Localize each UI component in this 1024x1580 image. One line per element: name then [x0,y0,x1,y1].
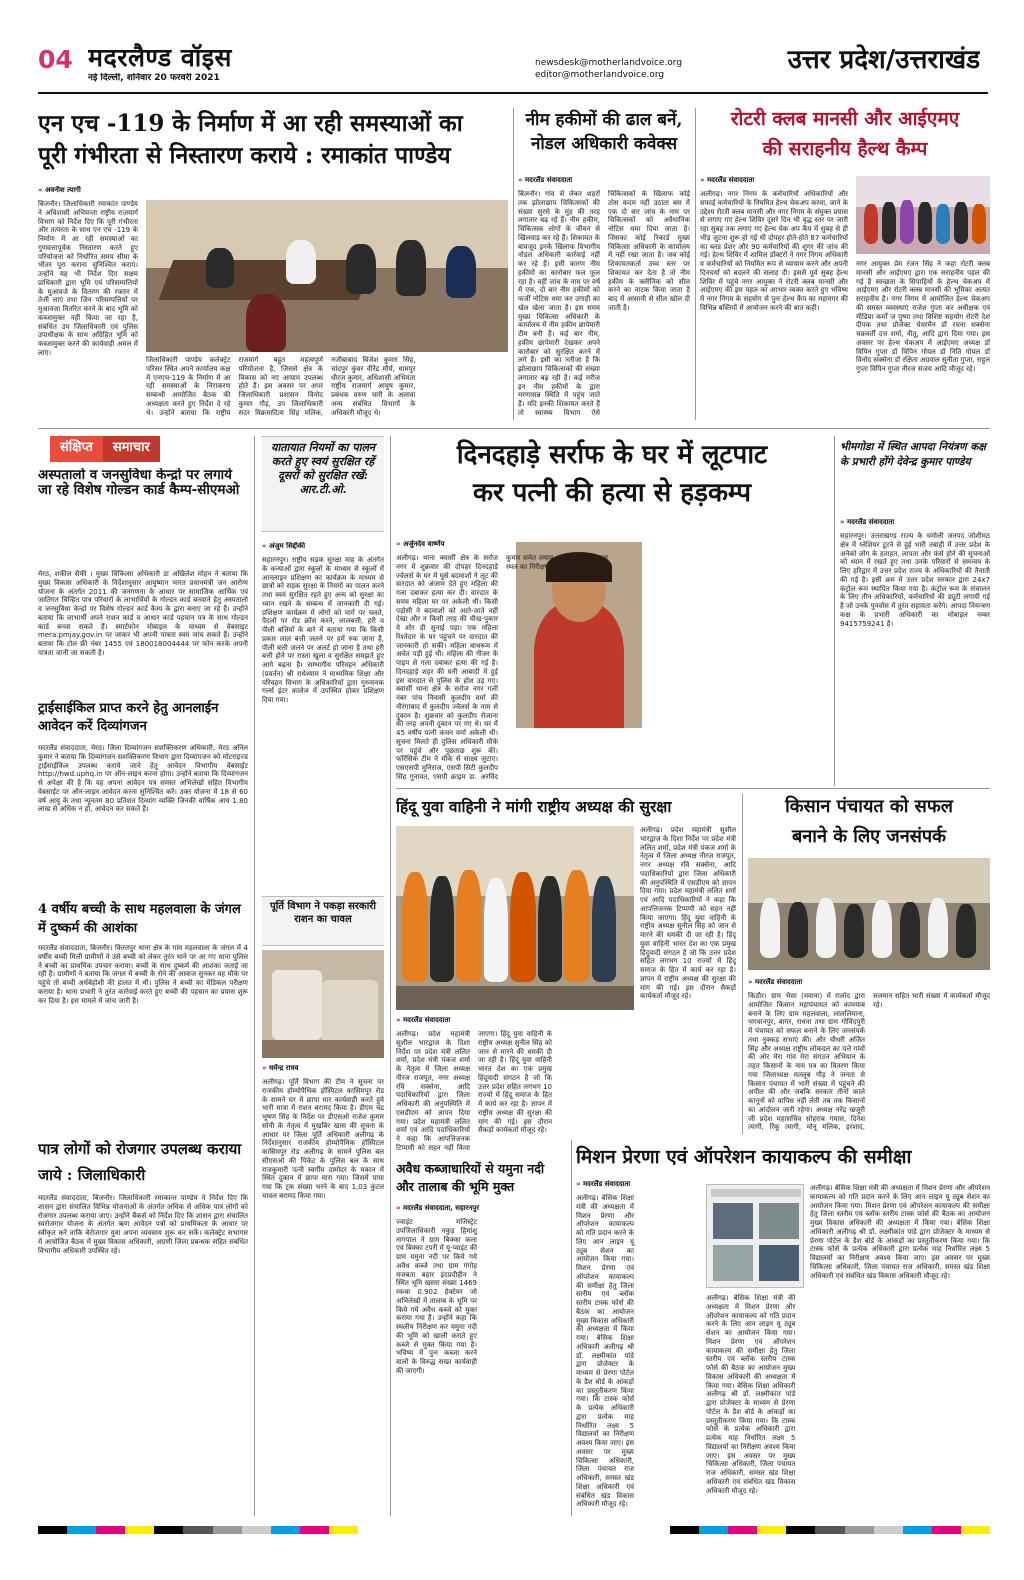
brief-4-body: मदरलैंड संवाददाता, बिजनौर। जिलाधिकारी रमाकान्त पाण्डेय ने निर्देश दिए कि शासन द्वारा संचालित विभिन्न योजनाओं के अंतर्गत अधिक से अधिक पात्र लोगों को रोजगार उपलब्ध कराया जाए। उन्होंने बैंकर्स को निर्देश दिए कि शासन द्वारा संचालित स्वरोजगार योजना के अंतर्गत ऋण आवेदन पत्रों को प्राथमिकता के आधार पर स्वीकृत करें ताकि बेरोजगार युवा अपना व्यवसाय शुरू कर सकें। कलेक्ट्रेट सभागार में आयोजित बैठक में मुख्य विकास अधिकारी, अग्रणी जिला प्रबन्धक सहित संबंधित विभागीय अधिकारी उपस्थित रहे। [38,1194,248,1255]
brief-4-headline: पात्र लोगों को रोजगार उपलब्ध कराया जाये : जिलाधिकारी [38,1140,242,1184]
ration-byline: » धर्मेन्द्र राघव [262,1064,299,1072]
ration-headline: पूर्ति विभाग ने पकड़ा सरकारी राशन का चावल [262,896,384,946]
kisan-meeting-photo [748,858,990,970]
yamuna-headline: अवैध कब्जाधारियों से यमुना नदी और तालाब की भूमि मुक्त [396,1161,545,1194]
brief-news-tag: संक्षिप्त समाचार [50,436,250,462]
robbery-body: अलीगढ़। थाना क्वार्सी क्षेत्र के सरोज नगर में शुक्रवार की दोपहर दिनदहाड़े ज्वेलर्स के घर में घुसे बदमाशों ने लूट की वारदात को अंजाम देते हुए महिला की गला दबाकर हत्या कर दी। वारदात के समय महिला घर पर अकेली थी। किसी पड़ोसी ने बदमाशों को आते-जाते नहीं देखा और न किसी तरह की चीख-पुकार ये शोर ही सुनाई पड़ा। एक महिला रिश्तेदार के घर पहुंचने पर वारदात की जानकारी हो सकी। महिला बाथरूम में अचेत पड़ी हुई थी। महिला की गीजर के पाइप से गला दबाकर हत्या की गई है। दिनदहाड़े शहर की घनी आबादी में हुई इस वारदात से पुलिस के होश उड़ गए। क्वार्सी थाना क्षेत्र के सरोज नगर गली नंबर पांच निवासी कुलदीप वर्मा की नौरंगाबाद में कुलदीप ज्वेलर्स के नाम से दुकान है। शुक्रवार को कुलदीप रोजाना की तरह अपनी दुकान पर गए थे। घर में 45 वर्षीय पत्नी कंचन वर्मा अकेली थी। सूचना मिलते ही पुलिस अधिकारी मौके पर पहुंचे और पूछताछ शुरू की। फॉरेंसिक टीम ने मौके से साक्ष्य जुटाए। एसएसपी मुनिराज, एसपी सिटी कुलदीप सिंह गुनावत, एसपी क्राइम डा. अरविंद कुमार समेत तमाम अधिकारियों ने घटना स्थल का निरीक्षण किया। [396,554,608,781]
mission-body-left: अलीगढ़। बेसिक शिक्षा मंत्री की अध्यक्षता में मिशन प्रेरणा और ऑपरेशन कायाकल्प को गति प्रदान करने के लिए आन लाइन यू ट्यूब सेशन का आयोजन किया गया। मिशन प्रेरणा एवं ऑपरेशन कायाकल्प की समीक्षा हेतु जिला स्तरीय एवं ब्लॉक स्तरीय टास्क फोर्स की बैठक का आयोजन मुख्य विकास अधिकारी की अध्यक्षता में किया गया। बेसिक शिक्षा अधिकारी अलीगढ़ श्री डॉ. लक्ष्मीकांत पांडे द्वारा प्रोजेक्टर के माध्यम से प्रेरणा पोर्टल के डैश बोर्ड के आंकड़ों का प्रस्तुतीकरण किया गया। कि टास्क फोर्स के प्रत्येक अधिकारी द्वारा प्रत्येक माह निर्धारित लक्ष्य 5 विद्यालयों का निरीक्षण अवश्य किया जाए। इस अवसर पर मुख्य चिकित्सा अधिकारी, जिला पंचायत राज अधिकारी, समस्त खंड शिक्षा अधिकारी एवं संबंधित खंड विकास अधिकारी मौजूद रहे। [576,1194,634,1509]
brief-2-body: मदरलैंड संवाददाता, मेरठ। जिला दिव्यांगजन सशक्तिकरण अधिकारी, मेरठ अनिल कुमार ने बताया कि दिव्यांगजन सशक्तिकरण विभाग द्वारा दिव्यांगजन को मोटराइज्ड ट्राईसाईकिल उपलब्ध कराये जाने हेतु आवेदन विभागीय वेबसाईट http://hwd.uphq.in पर ऑन-लाइन करना होगा। उन्होंने बताया कि दिव्यांगजन से अपेक्षा की है कि वह अपना आवेदन पत्र समस्त अभिलेखों सहित विभागीय वेबसाईट पर ऑन-लाइन आवेदन करना सुनिश्चित करें। उक्त योजना में 18 से 60 वर्ष आयु के तथा न्यूनतम 80 प्रतिशत दिव्यांग व्यक्ति जिनकी वार्षिक आय 1.80 लाख से अधिक न हो, आवेदन कर सकते हैं। [38,744,248,814]
hindu-body-side: अलीगढ़। प्रदेश महामंत्री सुशील भारद्वाज के दिशा निर्देश पर प्रदेश मंत्री ललित शर्मा, प्रदेश मंत्री पंकज शर्मा के नेतृत्व में जिला अध्यक्ष नीरज राजपूत, नगर अध्यक्ष रवि सक्सेना, आदि पदाधिकारियों द्वारा जिला अधिकारी की अनुपस्थिति में एसडीएम को ज्ञापन दिया गया। प्रदेश महामंत्री ललित शर्मा एवं आदि पदाधिकारियों ने कहा कि आपत्तिजनक टिप्पणी को सहन नहीं किया जाएगा। हिंदू युवा वाहिनी के राष्ट्रीय अध्यक्ष सुनील सिंह को जान से मारने की धमकी दी जा रही है। हिंदू युवा वाहिनी भारत देश का एक प्रमुख हिंदूवादी संगठन है जो कि उत्तर प्रदेश सहित लगभग 10 राज्यों में हिंदू समाज के हित में कार्य कर रहा है। ज्ञापन में राष्ट्रीय अध्यक्ष की सुरक्षा की मांग की गई। इस दौरान सैकड़ों कार्यकर्ता मौजूद रहे। [640,826,736,1001]
color-swatch [242,1526,271,1534]
color-swatch [67,1526,96,1534]
email-editor: editor@motherlandvoice.org [535,69,665,80]
divider [695,108,696,420]
yamuna-byline: » मदरलैंड संवाददाता, सहारनपुर [396,1204,480,1212]
color-swatch [96,1526,125,1534]
mission-body-top: अलीगढ़। बेसिक शिक्षा मंत्री की अध्यक्षता में मिशन प्रेरणा और ऑपरेशन कायाकल्प को गति प्रदान करने के लिए आन लाइन यू ट्यूब सेशन का आयोजन किया गया। मिशन प्रेरणा एवं ऑपरेशन कायाकल्प की समीक्षा हेतु जिला स्तरीय एवं ब्लॉक स्तरीय टास्क फोर्स की बैठक का आयोजन मुख्य विकास अधिकारी की अध्यक्षता में किया गया। बेसिक शिक्षा अधिकारी अलीगढ़ श्री डॉ. लक्ष्मीकांत पांडे द्वारा प्रोजेक्टर के माध्यम से प्रेरणा पोर्टल के डैश बोर्ड के आंकड़ों का प्रस्तुतीकरण किया गया। कि टास्क फोर्स के प्रत्येक अधिकारी द्वारा प्रत्येक माह निर्धारित लक्ष्य 5 विद्यालयों का निरीक्षण अवश्य किया जाए। इस अवसर पर मुख्य चिकित्सा अधिकारी, जिला पंचायत राज अधिकारी, समस्त खंड शिक्षा अधिकारी एवं संबंधित खंड विकास अधिकारी मौजूद रहे। [810,1184,990,1280]
color-swatch [300,1526,329,1534]
divider [254,436,255,1516]
traffic-body: सहारनपुर। राष्ट्रीय सड़क सुरक्षा माह के अंतर्गत के कन्याओं द्वारा स्कूलों के माध्यम से स्कूलों में आनलाइन प्रशिक्षण का कार्यक्रम के माध्यम से छात्रों को सड़क सुरक्षा के नियमों का पालन करने तथा स्वयं सुरक्षित रहते हुए अन्य को सुरक्षा का ध्यान रखने के सम्बन्ध में जानकारी दी गई। प्रशिक्षण कार्यक्रम में लोगों को मार्ग पर चलते, पैदलों पर रोड क्रॉस करने, लालबत्ती, हरी व पीली बत्तियों के बारे में बताया गया कि किसी प्रकार लाल बत्ती जलने पर हमें रुक जाना है, पीली बत्ती जलने पर अलर्ट हो जाना है तथा हरी बत्ती होने पर रास्ता खुला व सुरक्षित समझते हुए आगे बढ़ना है। सम्भागीय परिवहन अधिकारी (प्रवर्तन) श्री राधेश्याम ने माध्यमिक शिक्षा और परिवहन विभाग के अधिकारियों द्वारा गुरुनानक गर्ल्स इंटर कालेज में उपस्थित होकर प्रशिक्षण दिया गया। [262,556,384,704]
bhimgoda-body: सहारनपुर। उत्तराखण्ड राज्य के चमोली जनपद जोशीमठ क्षेत्र में ग्लेशियर टूटने से हुई भारी तबाही में उत्तर प्रदेश के अनेको लोग के हताहत, लापता और फंसे होने की सूचनाओं को ध्यान में रखते हुए तथा उनके परिवारों से समन्वय के लिए हरिद्वार में उत्तर प्रदेश राज्य के अधिकारियों की तैनाती की गई है। इसी क्रम में उत्तर प्रदेश सरकार द्वारा 24x7 कंट्रोल रूम स्थापित किया गया है। कंट्रोल रूम के संचालन के लिए तीन अधिकारियों, कर्मचारियों की ड्यूटी लगायी गई है जो उनके पुनर्वास में तुरंत सहायता करेंगे। आपदा नियन्त्रण कक्ष के प्रभारी अधिकारी का मोबाइल नम्बर 9415759241 है। [840,532,990,628]
bhimgoda-headline: भीमगोडा में स्थित आपदा नियंत्रण कक्ष के प्रभारी होंगे देवेन्द्र कुमार पाण्डेय [840,441,986,468]
email-newsdesk: newsdesk@motherlandvoice.org [535,58,683,68]
brief-1-headline: अस्पतालो व जनसुविधा केन्द्रो पर लगाये जा रहे विशेष गोल्डन कार्ड कैम्प-सीएमओ [38,468,240,498]
yamuna-body: ज्वाइंट मजिस्ट्रेट उपजिलाधिकारी नकुड़ हिमांशु नागपाल ने ग्राम बिक्का कला एवं बिक्का टपरी में यू-प्वाइंट की ग्राम यमुना नदी पर किये गये अवैध कब्जे तथा ग्राम गंगोह मजबता बहार इंदप्रदीहीन ने स्थित भूमि खसरा संख्या 1469 रकबा 0.902 हेक्टेयर जो अभिलेखों में तालाब के भूमि पर किये गये अवैध कब्जे को मुक्त कराया गया है। उन्होंने कहा कि स्थलीय निरीक्षण कर यमुना नदी की भूमि को खाली कराते हुए कब्जे से मुक्त किया गया है। भविष्य में पुनः कब्जा करने वालों के विरुद्ध सख्त कार्यवाही की जाएगी। [396,1218,477,1375]
divider [390,436,391,1516]
lead-body-col1: बिजनौर। जिलाधिकारी रमाकांत पाण्डेय ने अधिशासी अभियन्ता राष्ट्रीय राजमार्ग विभाग को निर्देश दिए कि पूरी गंभीरता और तत्परता के साथ एन एच -119 के निर्माण में आ रही समस्याओं का गुणवत्तापूर्वक निस्तारण करते हुए परियोजना को निर्धारित समय सीमा के भीतर पूरा कराना सुनिश्चित कराएं। उन्होंने यह भी निर्देश दिए सक्षम प्राधिकारी द्वारा भूमि एवं परिसम्पत्तियों के मुआवजे के वितरण की रफ्तार में तेजी लाएं तथा जिन परिसम्पत्तियों पर मुआवजा वितरित करने के बाद भूमि को कब्जामुक्त नहीं किया जा रहा है, संबंधित उप जिलाधिकारी एवं पुलिस उपाधीक्षक के साथ अग्रिहित भूमि को कब्जामुक्त करने की कार्यवाही अमल में लाएं। [38,200,138,357]
traffic-headline: यातायात नियमों का पालन करते हुए स्वयं सुरक्षित रहें दूसरों को सुरक्षित रखें: आर.टी.ओ. [262,436,384,532]
rotary-group-photo [856,176,990,254]
color-swatch [183,1526,212,1534]
lead-byline: » अवनीश त्यागी [38,186,81,194]
rotary-byline: » मदरलैंड संवाददाता [700,176,755,184]
neem-body: बिजनौर। गांव से लेकर शहरों तक झोलाछाप चिकित्सकों की संख्या सुरसे के मुंह की तरह लगातार बढ़ रहे हैं। नीम हकीम, चिकित्सक लोगों के जीवन से खिलवाड़ कर रहे हैं। शिकायत के बावजूद इनके खिलाफ विभागीय नोडल अधिकारी कार्रवाई नहीं कर रहे हैं। इसी कारण नीम हकीमों का कारोबार फल फूल रहा है। वहीं जांच के नाम पर वर्ष में एक, दो बार नीम हकीमों को फर्जी नोटिस थमा कर उगाही का खेल खेला जाता है। इस समय मुख्य चिकित्सा अधिकारी के कार्यालय में नीम हकीम छापेमारी टीम बनी है। कई बार नीम, हकीम छापेमारी देखकर अपने कारोबार को सुरक्षित करने में लगे हैं। इसी का नतीजा है कि झोलाछाप चिकित्सकों की संख्या लगातार बढ़ रही है। कई मरीज इन नीम हकीमों के द्वारा मरणासन्न स्थिति में पहुंच जाते हैं। यदि इनकी शिकायत करते हैं तो स्वास्थ्य विभाग ऐसे चिकित्सकों के खिलाफ कोई ठोस कदम नहीं उठाता बस में एक दो बार जांच के नाम पर चिकित्सकों को अवैधानिक नोटिस थमा दिया जाता है। जिसका कोई रिकार्ड मुख्य चिकित्सा अधिकारी के कार्यालय में नहीं रखा जाता है। जब कोई शिकायतकर्ता उच्च स्तर पर शिकायत कर देता है तो नीम हकीम के क्लीनिक को सील करने का नाटक किया जाता है बाद में आसानी से सील खोल दी जाती है। [518,190,690,417]
hindu-headline: हिंदू युवा वाहिनी ने मांगी राष्ट्रीय अध्यक्ष की सुरक्षा [396,797,672,816]
newspaper-brand: मदरलैण्ड वॉइस [88,43,232,72]
mission-screen-photo [706,1184,804,1288]
hindu-protest-photo [396,826,634,1010]
color-swatch [125,1526,154,1534]
color-swatch [728,1526,757,1534]
color-swatch [815,1526,844,1534]
print-color-bar-right [670,1526,990,1534]
color-swatch [271,1526,300,1534]
divider [571,1140,572,1516]
brief-3-body: मदरलैंड संवाददाता, बिजनौर। किरतपुर थाना क्षेत्र के गांव महलवाला के जंगल में 4 वर्षीय बच्ची मिली ग्रामीणों ने उसे बच्ची को लेकर तुरंत थाने पर आ गए थाना पुलिस ने बच्ची का प्राथमिक उपचार कराया। बच्ची के साथ दुष्कर्म की आशंका जताई जा रही है। ग्रामीणों ने बताया कि जंगल में बच्ची के रोने की आवाज सुनकर वह मौके पर पहुंचे तो बच्ची अर्धबेहोशी की हालत में थी। पुलिस ने बच्ची का मेडिकल परीक्षण कराया है। थाना प्रभारी ने तुरंत कार्रवाई करते हुए बच्ची की पहचान का प्रयास शुरू कर दिया है। इस मामले में जांच जारी है। [38,944,248,1005]
brief-3-headline: 4 वर्षीय बच्ची के साथ महलवाला के जंगल में दुष्कर्म की आशंका [38,902,241,936]
mission-headline: मिशन प्रेरणा एवं ऑपरेशन कायाकल्प की समीक्षा [576,1146,912,1168]
header-rule [38,92,988,94]
color-swatch [903,1526,932,1534]
color-swatch [845,1526,874,1534]
color-swatch [154,1526,183,1534]
color-swatch [932,1526,961,1534]
color-swatch [213,1526,242,1534]
mission-byline: » मदरलैंड संवाददाता [576,1180,631,1188]
dateline: नई दिल्ली, शनिवार 20 फरवरी 2021 [88,73,220,83]
neem-headline: नीम हकीमों की ढाल बनें, नोडल अधिकारी कवेक्स [525,110,683,154]
color-swatch [38,1526,67,1534]
divider [38,428,990,429]
ration-body: अलीगढ़। पूर्ति विभाग की टीम ने सूचना पर राजकीय होम्योपैथिक हॉस्पिटल कासिमपुर रोड के सामने घर में छापा मार कार्यवाही करते हुये भारी मात्रा में राशन बरामद किया है। डीएम चंद्र भूषण सिंह के निर्देश पर डीएसओ राजेश कुमार सोनी के नेतृत्व में मुखबिर खास की सूचना के आधार पर जिला पूर्ति अधिकारी अलीगढ़ के निर्देशानुसार राजकीय होम्योपैथिक हॉस्पिटल कासिमपुर रोड अलीगढ़ के सामने पुलिस बल सीएसओ की पिकेट के पुलिस बल के साथ राजकुमारी पत्नी स्वर्गीय दामोदर के मकान में स्थित दुकान में छापा मारा गया। जिसमें पाया गया कि ट्रक संख्या भरने के बाद 1,03 कुंटल चावल बरामद किया गया। [262,1078,384,1200]
rotary-body-col2: नगर आयुक्त प्रेम रंजन सिंह ने कहा रोटरी क्लब मानसी और आईएमए द्वारा एक सराहनीय पहल की गई है स्वच्छता के सिपाहियों के हेल्थ चेकअप में आईएमए और रोटरी क्लब मानसी की भूमिका अत्यंत सराहनीय है। नगर निगम में आयोजित हेल्थ चेकअप की समस्त व्यवस्थाएं राजेश गुप्ता कर अधीक्षक एवं मीडिया कर्मों ज पुष्पा तथा विशिष्ट सहयोग रोटरी देश दीपक तथा प्रोजेक्ट चेयरमैन डॉ रचना सक्सेना चक्रवर्ती दत्त शर्मा, नीतू, आदि द्वारा दिया गया। इस अवसर पर हेल्थ चेकअप में आईएमए अध्यक्ष डॉ विपिन गुप्ता डॉ विपिन गोयल डॉ निति गोयल डॉ विनोद सक्सेना डॉ रक्षिता अग्रवाल सुनीता गुप्ता, राहुल गुप्ता विपिन गुप्ता नीरज संजय आदि मौजूद रहे। [856,260,990,373]
neem-byline: » मदरलैंड संवाददाता [518,176,573,184]
divider [742,794,743,1134]
divider [834,436,835,786]
brief-2-headline: ट्राईसाईकिल प्राप्त करने हेतु आनलाईन आवेदन करें दिव्यांगजन [38,701,219,734]
print-color-bar-left [38,1526,358,1534]
hindu-byline: » मदरलैंड संवाददाता [396,1016,451,1024]
color-swatch [786,1526,815,1534]
lead-headline: एन एच -119 के निर्माण में आ रही समस्याओं का पूरी गंभीरता से निस्तारण कराये : रमाकांत पाण्डेय [38,110,463,169]
brief-1-body: मेरठ, शकील सैफी । मुख्य चिकित्सा अधिकारी डा अखिलेश मोहन ने बताया कि मुख्य विकास अधिकारी के निर्देशानुसार आयुष्मान भारत प्रधानमंत्री जन आरोग्य योजना के अंतर्गत 2011 की जनगणना के आधार पर सामाजिक आर्थिक एवं जातिगत चिन्हित पात्र परिवारों के लाभार्थियों के गोल्डन कार्ड बनवाने हेतु अस्पतालो व जनसुविधा केन्द्रो पर विशेष गोल्डन कार्ड कैम्प के द्वारा बनाए जा रहे हैं। उन्होंने बताया कि लाभार्थी अपने राशन कार्ड व आधार कार्ड पहचान पत्र के साथ गोल्डन कार्ड बनवा सकते हैं। स्मार्टफोन मोबाइल के माध्यम से वेबसाइट mera.pmjay.gov.in पर जाकर भी अपनी पात्रता स्वयं जांच सकते हैं। उन्होंने बताया कि टोल फ्री नंबर 1455 एवं 180018004444 पर फोन करके अपनी पात्रता जानी जा सकती है। [38,570,248,657]
rotary-body-col1: अलीगढ़। नगर निगम के कर्मचारियों अधिकारियों और सफाई कर्मचारियों के नियमित हेल्थ चेकअप करवा, जाने के उद्देश्य रोटरी क्लब मानसी और नगर निगम के संयुक्त प्रयास से लगाए गए हेल्थ शिविर दूसरे दिन भी वृद्ध स्तर पर जारी रहा सुबह तक लगाए गए हेल्थ चेक अप कैंप में सुबह से ही भीड़ जुटना शुरू हो गई थी दोपहर होते-होते 87 कर्मचारियों का ब्लड प्रेशर और 90 कर्मचारियों की शुगर की जांच की गई। हेल्थ शिविर में शामिल डॉक्टरों ने नगर निगम अधिकारी व कर्मचारियों को नियमित रूप से व्यायाम करने और अपनी दिनचर्या को बदलने की सलाह दी। इससे पूर्व सुबह हेल्थ शिविर में पहुंचे नगर आयुक्त ने रोटरी क्लब मानसी और आईएमए की इस पहल का आभार व्यक्त करते हुए भविष्य में नगर निगम के सहयोग से पुनः हेल्थ कैंप का महानगर की विभिन्न बस्तियों में आयोजन करने की बात कही। [700,190,848,312]
bhimgoda-byline: » मदरलैंड संवाददाता [840,518,895,526]
divider [513,108,514,420]
page-number: 04 [38,45,73,74]
lead-body-cols: जिलाधिकारी पाण्डेय कलेक्ट्रेट परिसर स्थित अपने कार्यालय कक्ष में एनएच-119 के निर्माण में आ रही समस्याओं के निराकरण सम्बन्धी आयोजित बैठक की अध्यक्षता करते हुए निर्देश दे रहे थे। उन्होंने बताया कि राष्ट्रीय राजमार्ग बहुत महत्वपूर्ण परियोजना है, जिससे क्षेत्र के विकास को नए आयाम उपलब्ध होते हैं। इस अवसर पर अपर जिलाधिकारी प्रशासन विनोद कुमार गौड़, उप जिलाधिकारी सदर विक्रमादित्य सिंह मलिक, नजीबाबाद बिजेश कुमार सिंह, चांदपुर कुंवर वीरेंद्र मौर्य, धामपुर धीरज कुमार, अधिशासी अभियंता राष्ट्रीय राजमार्ग आयुष कुमार, प्रबंधक वरुण चारी के अलावा अन्य संबंधित विभागों के अधिकारी मौजूद थे। [146,356,416,417]
color-swatch [670,1526,699,1534]
ration-photo [262,950,384,1058]
divider [396,788,990,789]
color-swatch [961,1526,990,1534]
contact-emails [535,58,715,84]
hindu-body-lower: अलीगढ़। प्रदेश महामंत्री सुशील भारद्वाज के दिशा निर्देश पर प्रदेश मंत्री ललित शर्मा, प्रदेश मंत्री पंकज शर्मा के नेतृत्व में जिला अध्यक्ष नीरज राजपूत, नगर अध्यक्ष रवि सक्सेना, आदि पदाधिकारियों द्वारा जिला अधिकारी की अनुपस्थिति में एसडीएम को ज्ञापन दिया गया। प्रदेश महामंत्री ललित शर्मा एवं आदि पदाधिकारियों ने कहा कि आपत्तिजनक टिप्पणी को सहन नहीं किया जाएगा। हिंदू युवा वाहिनी के राष्ट्रीय अध्यक्ष सुनील सिंह को जान से मारने की धमकी दी जा रही है। हिंदू युवा वाहिनी भारत देश का एक प्रमुख हिंदूवादी संगठन है जो कि उत्तर प्रदेश सहित लगभग 10 राज्यों में हिंदू समाज के हित में कार्य कर रहा है। ज्ञापन में राष्ट्रीय अध्यक्ष की सुरक्षा की मांग की गई। इस दौरान सैकड़ों कार्यकर्ता मौजूद रहे। [396,1030,552,1152]
robbery-headline: दिनदहाड़े सर्राफ के घर में लूटपाट कर पत्नी की हत्या से हड़कम्प [456,440,768,508]
color-swatch [329,1526,358,1534]
kisan-byline: » मदरलैंड संवाददाता [748,978,803,986]
rotary-headline: रोटरी क्लब मानसी और आईएमए की सराहनीय हैल्थ कैम्प [730,108,960,160]
kisan-headline: किसान पंचायत को सफल बनाने के लिए जनसंपर्क [785,796,953,847]
section-title: उत्तर प्रदेश/उत्तराखंड [787,45,980,75]
color-swatch [757,1526,786,1534]
traffic-byline: » अंजुम सिद्दीकी [262,542,306,550]
color-swatch [874,1526,903,1534]
robbery-byline: » अर्जुनदेव वार्ष्णेय [396,540,445,548]
kisan-body: किठौर। ग्राम भैसा (मवाना) में रालोद द्वारा आयोजित किसान महापंचायत को कामयाब बनाने के लिए ग्राम महलवाला, लाललियाना, भगवानपुर, बागर, राधना तथा ग्राम गोविंदपुरी में पंचायत को सफल बनाने के लिए जनसंपर्क तथा नुक्कड़ सभाएं की। और चौधरी अजित सिंह और अध्यक्ष राष्ट्रीय लोकदल का पत्ते गांवों की ओर मेरा गांव मेरा संगठन अभियान के तहत किसानों के नाम पत्र का वितरण किया गया जिलाध्यक्ष मतलूब गौड़ ने जनता से किसान पंचायत में भारी संख्या में पहुंचने की अपील की और जबकि सरकार तीनों काले कानूनों को वापिस नहीं लेती तब तक किसानों का आंदोलन जारी रहेगा। अध्यक्ष नरेंद्र खजूरी जी प्रदेश महासचिव सोहराब गयास, दिनेश त्यागी, रिंकू त्यागी, मोनू मलिक, इरशाद, सलमान सहित भारी संख्या में कार्यकर्ता मौजूद रहे। [748,992,990,1132]
mission-body-right: अलीगढ़। बेसिक शिक्षा मंत्री की अध्यक्षता में मिशन प्रेरणा और ऑपरेशन कायाकल्प को गति प्रदान करने के लिए आन लाइन यू ट्यूब सेशन का आयोजन किया गया। मिशन प्रेरणा एवं ऑपरेशन कायाकल्प की समीक्षा हेतु जिला स्तरीय एवं ब्लॉक स्तरीय टास्क फोर्स की बैठक का आयोजन मुख्य विकास अधिकारी की अध्यक्षता में किया गया। बेसिक शिक्षा अधिकारी अलीगढ़ श्री डॉ. लक्ष्मीकांत पांडे द्वारा प्रोजेक्टर के माध्यम से प्रेरणा पोर्टल के डैश बोर्ड के आंकड़ों का प्रस्तुतीकरण किया गया। कि टास्क फोर्स के प्रत्येक अधिकारी द्वारा प्रत्येक माह निर्धारित लक्ष्य 5 विद्यालयों का निरीक्षण अवश्य किया जाए। इस अवसर पर मुख्य चिकित्सा अधिकारी, जिला पंचायत राज अधिकारी, समस्त खंड शिक्षा अधिकारी एवं संबंधित खंड विकास अधिकारी मौजूद रहे। [706,1294,796,1495]
lead-meeting-photo [146,200,508,352]
color-swatch [699,1526,728,1534]
